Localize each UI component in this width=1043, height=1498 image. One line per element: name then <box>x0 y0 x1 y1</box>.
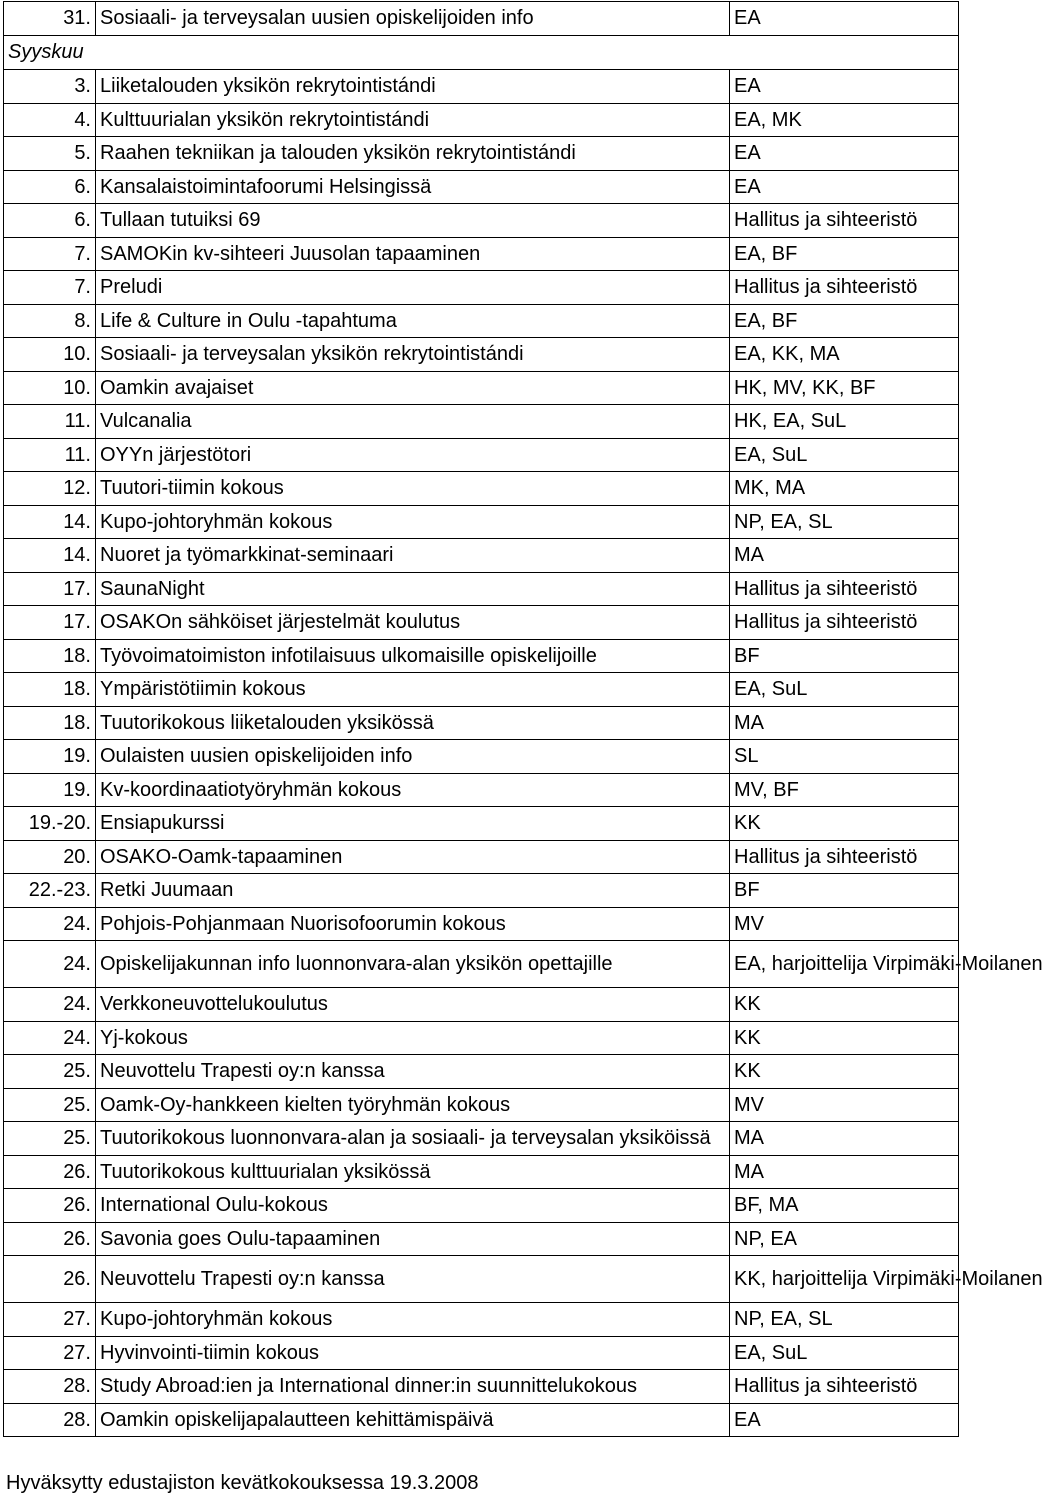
event-date: 10. <box>4 371 96 405</box>
month-row <box>4 35 959 70</box>
event-title: Tuutorikokous kulttuurialan yksikössä <box>96 1155 730 1189</box>
event-date: 8. <box>4 304 96 338</box>
event-date: 28. <box>4 1370 96 1404</box>
event-date: 19. <box>4 773 96 807</box>
event-title: Study Abroad:ien ja International dinner:in suunnittelukokous <box>96 1370 730 1404</box>
event-participants: MK, MA <box>730 472 959 506</box>
table-row <box>4 1189 959 1223</box>
event-title: Hyvinvointi-tiimin kokous <box>96 1336 730 1370</box>
event-title: Työvoimatoimiston infotilaisuus ulkomaisille opiskelijoille <box>96 639 730 673</box>
event-title: Retki Juumaan <box>96 874 730 908</box>
table-row <box>4 438 959 472</box>
event-title: Ensiapukurssi <box>96 807 730 841</box>
table-row <box>4 271 959 305</box>
event-title: Sosiaali- ja terveysalan yksikön rekrytointistándi <box>96 338 730 372</box>
event-title: Ympäristötiimin kokous <box>96 673 730 707</box>
table-row <box>4 1303 959 1337</box>
table-row <box>4 1122 959 1156</box>
event-participants: NP, EA <box>730 1222 959 1256</box>
event-date: 24. <box>4 988 96 1022</box>
event-title: Pohjois-Pohjanmaan Nuorisofoorumin kokous <box>96 907 730 941</box>
event-title: SAMOKin kv-sihteeri Juusolan tapaaminen <box>96 237 730 271</box>
event-participants: BF <box>730 874 959 908</box>
table-row <box>4 1222 959 1256</box>
event-date: 7. <box>4 237 96 271</box>
event-date: 24. <box>4 907 96 941</box>
event-title: Kulttuurialan yksikön rekrytointistándi <box>96 103 730 137</box>
table-row <box>4 606 959 640</box>
event-date: 5. <box>4 137 96 171</box>
event-participants: Hallitus ja sihteeristö <box>730 840 959 874</box>
event-date: 27. <box>4 1303 96 1337</box>
table-row <box>4 572 959 606</box>
event-title: Oamkin opiskelijapalautteen kehittämispäivä <box>96 1403 730 1437</box>
event-participants: EA, SuL <box>730 673 959 707</box>
event-participants: EA <box>730 1403 959 1437</box>
event-participants: Hallitus ja sihteeristö <box>730 572 959 606</box>
event-date: 18. <box>4 639 96 673</box>
event-participants: SL <box>730 740 959 774</box>
event-participants: MA <box>730 539 959 573</box>
event-title: OYYn järjestötori <box>96 438 730 472</box>
table-row <box>4 1155 959 1189</box>
approval-note: Hyväksytty edustajiston kevätkokouksessa 19.3.2008 <box>6 1472 479 1494</box>
table-row <box>4 170 959 204</box>
event-date: 11. <box>4 405 96 439</box>
event-date: 17. <box>4 606 96 640</box>
table-row <box>4 2 959 36</box>
event-participants: BF, MA <box>730 1189 959 1223</box>
event-date: 6. <box>4 170 96 204</box>
event-date: 7. <box>4 271 96 305</box>
event-participants: EA, KK, MA <box>730 338 959 372</box>
event-title: Sosiaali- ja terveysalan uusien opiskelijoiden info <box>96 2 730 36</box>
event-participants: EA <box>730 170 959 204</box>
event-date: 26. <box>4 1155 96 1189</box>
event-date: 6. <box>4 204 96 238</box>
event-participants: NP, EA, SL <box>730 505 959 539</box>
table-row <box>4 874 959 908</box>
event-participants: KK, harjoittelija Virpimäki-Moilanen <box>730 1256 959 1303</box>
event-participants: EA, MK <box>730 103 959 137</box>
table-row <box>4 706 959 740</box>
event-participants: EA <box>730 137 959 171</box>
table-row <box>4 639 959 673</box>
event-date: 18. <box>4 673 96 707</box>
table-row <box>4 907 959 941</box>
event-date: 14. <box>4 539 96 573</box>
event-title: Opiskelijakunnan info luonnonvara-alan yksikön opettajille <box>96 941 730 988</box>
event-date: 25. <box>4 1122 96 1156</box>
table-row <box>4 1021 959 1055</box>
event-date: 31. <box>4 2 96 36</box>
table-row <box>4 988 959 1022</box>
event-title: Kupo-johtoryhmän kokous <box>96 1303 730 1337</box>
table-row <box>4 941 959 988</box>
event-title: Kupo-johtoryhmän kokous <box>96 505 730 539</box>
event-title: SaunaNight <box>96 572 730 606</box>
event-participants: KK <box>730 988 959 1022</box>
event-title: Preludi <box>96 271 730 305</box>
events-table <box>3 1 1043 1437</box>
event-participants: KK <box>730 1055 959 1089</box>
events-table-body <box>4 2 1043 1437</box>
table-row <box>4 1370 959 1404</box>
event-date: 25. <box>4 1055 96 1089</box>
event-participants: MV <box>730 907 959 941</box>
event-participants: HK, MV, KK, BF <box>730 371 959 405</box>
event-title: Verkkoneuvottelukoulutus <box>96 988 730 1022</box>
table-row <box>4 1256 959 1303</box>
event-date: 19.-20. <box>4 807 96 841</box>
event-title: Tuutori-tiimin kokous <box>96 472 730 506</box>
table-row <box>4 539 959 573</box>
table-row <box>4 70 959 104</box>
event-date: 24. <box>4 1021 96 1055</box>
event-date: 26. <box>4 1189 96 1223</box>
event-title: Tullaan tutuiksi 69 <box>96 204 730 238</box>
event-date: 19. <box>4 740 96 774</box>
event-participants: KK <box>730 807 959 841</box>
event-date: 14. <box>4 505 96 539</box>
event-date: 25. <box>4 1088 96 1122</box>
event-date: 26. <box>4 1222 96 1256</box>
event-title: Neuvottelu Trapesti oy:n kanssa <box>96 1256 730 1303</box>
table-row <box>4 1055 959 1089</box>
event-participants: Hallitus ja sihteeristö <box>730 606 959 640</box>
table-row <box>4 371 959 405</box>
table-row <box>4 103 959 137</box>
event-title: International Oulu-kokous <box>96 1189 730 1223</box>
table-row <box>4 1336 959 1370</box>
event-date: 11. <box>4 438 96 472</box>
event-date: 4. <box>4 103 96 137</box>
event-date: 22.-23. <box>4 874 96 908</box>
event-title: Tuutorikokous liiketalouden yksikössä <box>96 706 730 740</box>
event-participants: MA <box>730 1122 959 1156</box>
event-participants: MV, BF <box>730 773 959 807</box>
event-participants: EA, BF <box>730 237 959 271</box>
table-row <box>4 472 959 506</box>
event-participants: EA, SuL <box>730 1336 959 1370</box>
table-row <box>4 840 959 874</box>
event-participants: BF <box>730 639 959 673</box>
table-row <box>4 137 959 171</box>
table-row <box>4 1403 959 1437</box>
table-row <box>4 237 959 271</box>
event-participants: EA <box>730 2 959 36</box>
event-participants: MA <box>730 1155 959 1189</box>
event-participants: Hallitus ja sihteeristö <box>730 1370 959 1404</box>
event-title: Kv-koordinaatiotyöryhmän kokous <box>96 773 730 807</box>
table-row <box>4 1088 959 1122</box>
event-participants: EA <box>730 70 959 104</box>
table-row <box>4 807 959 841</box>
event-participants: Hallitus ja sihteeristö <box>730 271 959 305</box>
event-date: 10. <box>4 338 96 372</box>
event-title: Kansalaistoimintafoorumi Helsingissä <box>96 170 730 204</box>
event-participants: EA, BF <box>730 304 959 338</box>
table-row <box>4 505 959 539</box>
event-participants: Hallitus ja sihteeristö <box>730 204 959 238</box>
event-title: Life & Culture in Oulu -tapahtuma <box>96 304 730 338</box>
event-title: Yj-kokous <box>96 1021 730 1055</box>
event-title: Raahen tekniikan ja talouden yksikön rekrytointistándi <box>96 137 730 171</box>
event-date: 28. <box>4 1403 96 1437</box>
table-row <box>4 673 959 707</box>
event-title: Oulaisten uusien opiskelijoiden info <box>96 740 730 774</box>
table-row <box>4 338 959 372</box>
table-row <box>4 204 959 238</box>
event-participants: HK, EA, SuL <box>730 405 959 439</box>
event-date: 27. <box>4 1336 96 1370</box>
event-participants: EA, harjoittelija Virpimäki-Moilanen <box>730 941 959 988</box>
event-date: 17. <box>4 572 96 606</box>
event-title: Liiketalouden yksikön rekrytointistándi <box>96 70 730 104</box>
event-date: 18. <box>4 706 96 740</box>
event-title: Oamkin avajaiset <box>96 371 730 405</box>
event-participants: NP, EA, SL <box>730 1303 959 1337</box>
event-title: Vulcanalia <box>96 405 730 439</box>
event-title: OSAKOn sähköiset järjestelmät koulutus <box>96 606 730 640</box>
event-title: Savonia goes Oulu-tapaaminen <box>96 1222 730 1256</box>
event-title: Nuoret ja työmarkkinat-seminaari <box>96 539 730 573</box>
event-title: OSAKO-Oamk-tapaaminen <box>96 840 730 874</box>
event-date: 26. <box>4 1256 96 1303</box>
event-title: Neuvottelu Trapesti oy:n kanssa <box>96 1055 730 1089</box>
event-participants: MV <box>730 1088 959 1122</box>
event-participants: MA <box>730 706 959 740</box>
table-row <box>4 405 959 439</box>
table-row <box>4 304 959 338</box>
month-heading: Syyskuu <box>4 35 959 70</box>
event-participants: EA, SuL <box>730 438 959 472</box>
event-title: Tuutorikokous luonnonvara-alan ja sosiaali- ja terveysalan yksiköissä <box>96 1122 730 1156</box>
event-date: 20. <box>4 840 96 874</box>
event-date: 24. <box>4 941 96 988</box>
table-row <box>4 773 959 807</box>
event-title: Oamk-Oy-hankkeen kielten työryhmän kokous <box>96 1088 730 1122</box>
table-row <box>4 740 959 774</box>
event-participants: KK <box>730 1021 959 1055</box>
event-date: 3. <box>4 70 96 104</box>
event-date: 12. <box>4 472 96 506</box>
